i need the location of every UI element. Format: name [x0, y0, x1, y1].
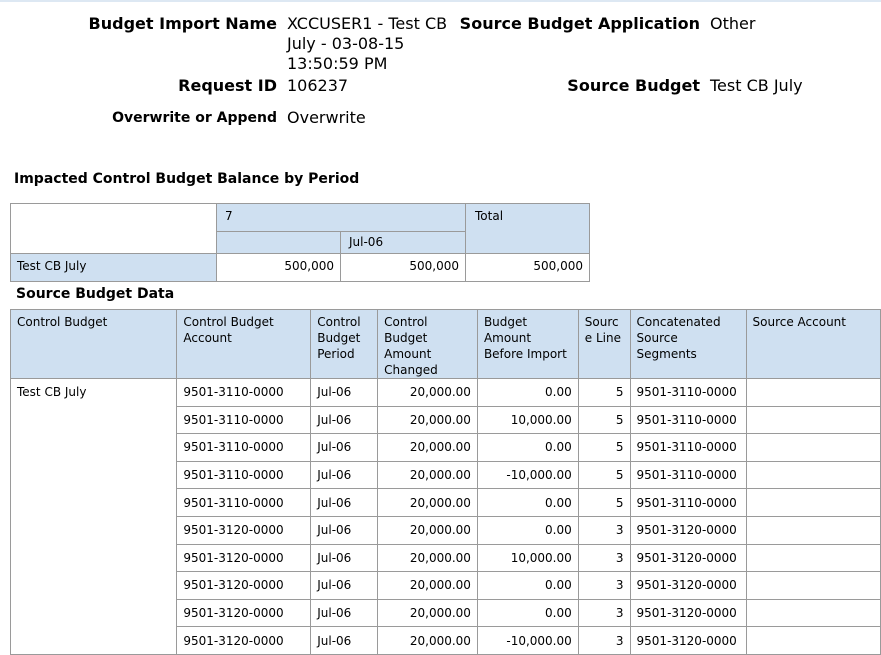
- segments-cell: 9501-3110-0000: [630, 461, 746, 489]
- amount-changed-cell: 20,000.00: [378, 406, 478, 434]
- total-label: Total: [475, 209, 504, 223]
- segments-cell: 9501-3120-0000: [630, 544, 746, 572]
- source-budget-application-label: Source Budget Application: [459, 14, 700, 33]
- amount-changed-cell: 20,000.00: [378, 544, 478, 572]
- source-account-cell: [746, 461, 881, 489]
- amount-changed-cell: 20,000.00: [378, 461, 478, 489]
- amount-before-cell: -10,000.00: [477, 627, 578, 655]
- amount-before-cell: 0.00: [477, 572, 578, 600]
- column-header: Control Budget Account: [177, 310, 311, 379]
- segments-cell: 9501-3120-0000: [630, 572, 746, 600]
- budget-import-name-line: XCCUSER1 - Test CB: [287, 14, 448, 33]
- account-cell: 9501-3110-0000: [177, 406, 311, 434]
- source-budget-value: Test CB July: [710, 76, 803, 95]
- amount-changed-cell: 20,000.00: [378, 599, 478, 627]
- source-line-cell: 5: [578, 406, 630, 434]
- impacted-total-value: 500,000: [533, 259, 583, 273]
- source-account-cell: [746, 627, 881, 655]
- source-budget-table: [10, 309, 881, 655]
- period-cell: Jul-06: [311, 516, 378, 544]
- segments-cell: 9501-3120-0000: [630, 516, 746, 544]
- period-group-label: 7: [225, 209, 233, 223]
- account-cell: 9501-3110-0000: [177, 434, 311, 462]
- impacted-subtotal-value: 500,000: [409, 259, 459, 273]
- column-header: Control Budget Period: [311, 310, 378, 379]
- source-account-cell: [746, 599, 881, 627]
- source-line-cell: 5: [578, 461, 630, 489]
- impacted-period-amount: [216, 253, 341, 282]
- period-cell: Jul-06: [311, 406, 378, 434]
- amount-before-cell: 0.00: [477, 599, 578, 627]
- segments-cell: 9501-3110-0000: [630, 434, 746, 462]
- source-section-title: Source Budget Data: [16, 286, 175, 302]
- period-header: [340, 231, 466, 254]
- source-account-cell: [746, 434, 881, 462]
- column-header: Control Budget: [11, 310, 177, 379]
- segments-cell: 9501-3110-0000: [630, 379, 746, 407]
- amount-before-cell: 0.00: [477, 434, 578, 462]
- budget-import-name-label: Budget Import Name: [88, 14, 277, 33]
- segments-cell: 9501-3120-0000: [630, 599, 746, 627]
- account-cell: 9501-3110-0000: [177, 461, 311, 489]
- column-header: Control Budget Amount Changed: [378, 310, 478, 379]
- amount-before-cell: 10,000.00: [477, 406, 578, 434]
- source-budget-label: Source Budget: [567, 76, 700, 95]
- source-account-cell: [746, 544, 881, 572]
- segments-cell: 9501-3110-0000: [630, 489, 746, 517]
- source-line-cell: 3: [578, 627, 630, 655]
- account-cell: 9501-3110-0000: [177, 379, 311, 407]
- request-id-label: Request ID: [178, 76, 277, 95]
- account-cell: 9501-3120-0000: [177, 516, 311, 544]
- amount-before-cell: 0.00: [477, 516, 578, 544]
- account-cell: 9501-3120-0000: [177, 572, 311, 600]
- period-cell: Jul-06: [311, 379, 378, 407]
- column-header: Budget Amount Before Import: [477, 310, 578, 379]
- segments-cell: 9501-3120-0000: [630, 627, 746, 655]
- amount-changed-cell: 20,000.00: [378, 379, 478, 407]
- overwrite-append-value: Overwrite: [287, 108, 366, 127]
- impacted-section-title: Impacted Control Budget Balance by Period: [14, 171, 360, 187]
- source-line-cell: 3: [578, 572, 630, 600]
- impacted-row-header: [10, 253, 217, 282]
- period-cell: Jul-06: [311, 627, 378, 655]
- column-header: Source Line: [578, 310, 630, 379]
- top-divider: [0, 0, 881, 2]
- amount-before-cell: 0.00: [477, 489, 578, 517]
- request-id-value: 106237: [287, 76, 349, 95]
- source-account-cell: [746, 489, 881, 517]
- segments-cell: 9501-3110-0000: [630, 406, 746, 434]
- source-header-row: [11, 310, 881, 379]
- source-line-cell: 3: [578, 516, 630, 544]
- source-line-cell: 3: [578, 599, 630, 627]
- period-header-spacer: [216, 231, 341, 254]
- source-budget-application-value: Other: [710, 14, 756, 33]
- impacted-total-amount: [465, 253, 590, 282]
- budget-import-name-line: July - 03-08-15: [287, 34, 405, 53]
- period-cell: Jul-06: [311, 599, 378, 627]
- amount-before-cell: 10,000.00: [477, 544, 578, 572]
- period-cell: Jul-06: [311, 544, 378, 572]
- amount-changed-cell: 20,000.00: [378, 489, 478, 517]
- total-header: [465, 203, 590, 254]
- budget-import-name-line: 13:50:59 PM: [287, 54, 388, 73]
- account-cell: 9501-3110-0000: [177, 489, 311, 517]
- period-cell: Jul-06: [311, 461, 378, 489]
- source-account-cell: [746, 379, 881, 407]
- column-header: Source Account: [746, 310, 881, 379]
- control-budget-cell: Test CB July: [11, 379, 177, 655]
- amount-changed-cell: 20,000.00: [378, 627, 478, 655]
- impacted-row-label: Test CB July: [17, 259, 87, 273]
- overwrite-append-label: Overwrite or Append: [112, 110, 277, 126]
- source-line-cell: 5: [578, 489, 630, 517]
- account-cell: 9501-3120-0000: [177, 627, 311, 655]
- period-group-header: [216, 203, 466, 232]
- impacted-corner-cell: [10, 203, 217, 254]
- period-cell: Jul-06: [311, 434, 378, 462]
- amount-changed-cell: 20,000.00: [378, 572, 478, 600]
- period-cell: Jul-06: [311, 572, 378, 600]
- source-account-cell: [746, 516, 881, 544]
- source-line-cell: 5: [578, 379, 630, 407]
- column-header: Concatenated Source Segments: [630, 310, 746, 379]
- period-label: Jul-06: [349, 235, 384, 249]
- table-row: [11, 379, 881, 407]
- account-cell: 9501-3120-0000: [177, 599, 311, 627]
- amount-before-cell: 0.00: [477, 379, 578, 407]
- amount-changed-cell: 20,000.00: [378, 434, 478, 462]
- impacted-subtotal-amount: [340, 253, 466, 282]
- source-account-cell: [746, 406, 881, 434]
- impacted-period-value: 500,000: [284, 259, 334, 273]
- amount-changed-cell: 20,000.00: [378, 516, 478, 544]
- source-line-cell: 3: [578, 544, 630, 572]
- amount-before-cell: -10,000.00: [477, 461, 578, 489]
- source-account-cell: [746, 572, 881, 600]
- source-line-cell: 5: [578, 434, 630, 462]
- period-cell: Jul-06: [311, 489, 378, 517]
- account-cell: 9501-3120-0000: [177, 544, 311, 572]
